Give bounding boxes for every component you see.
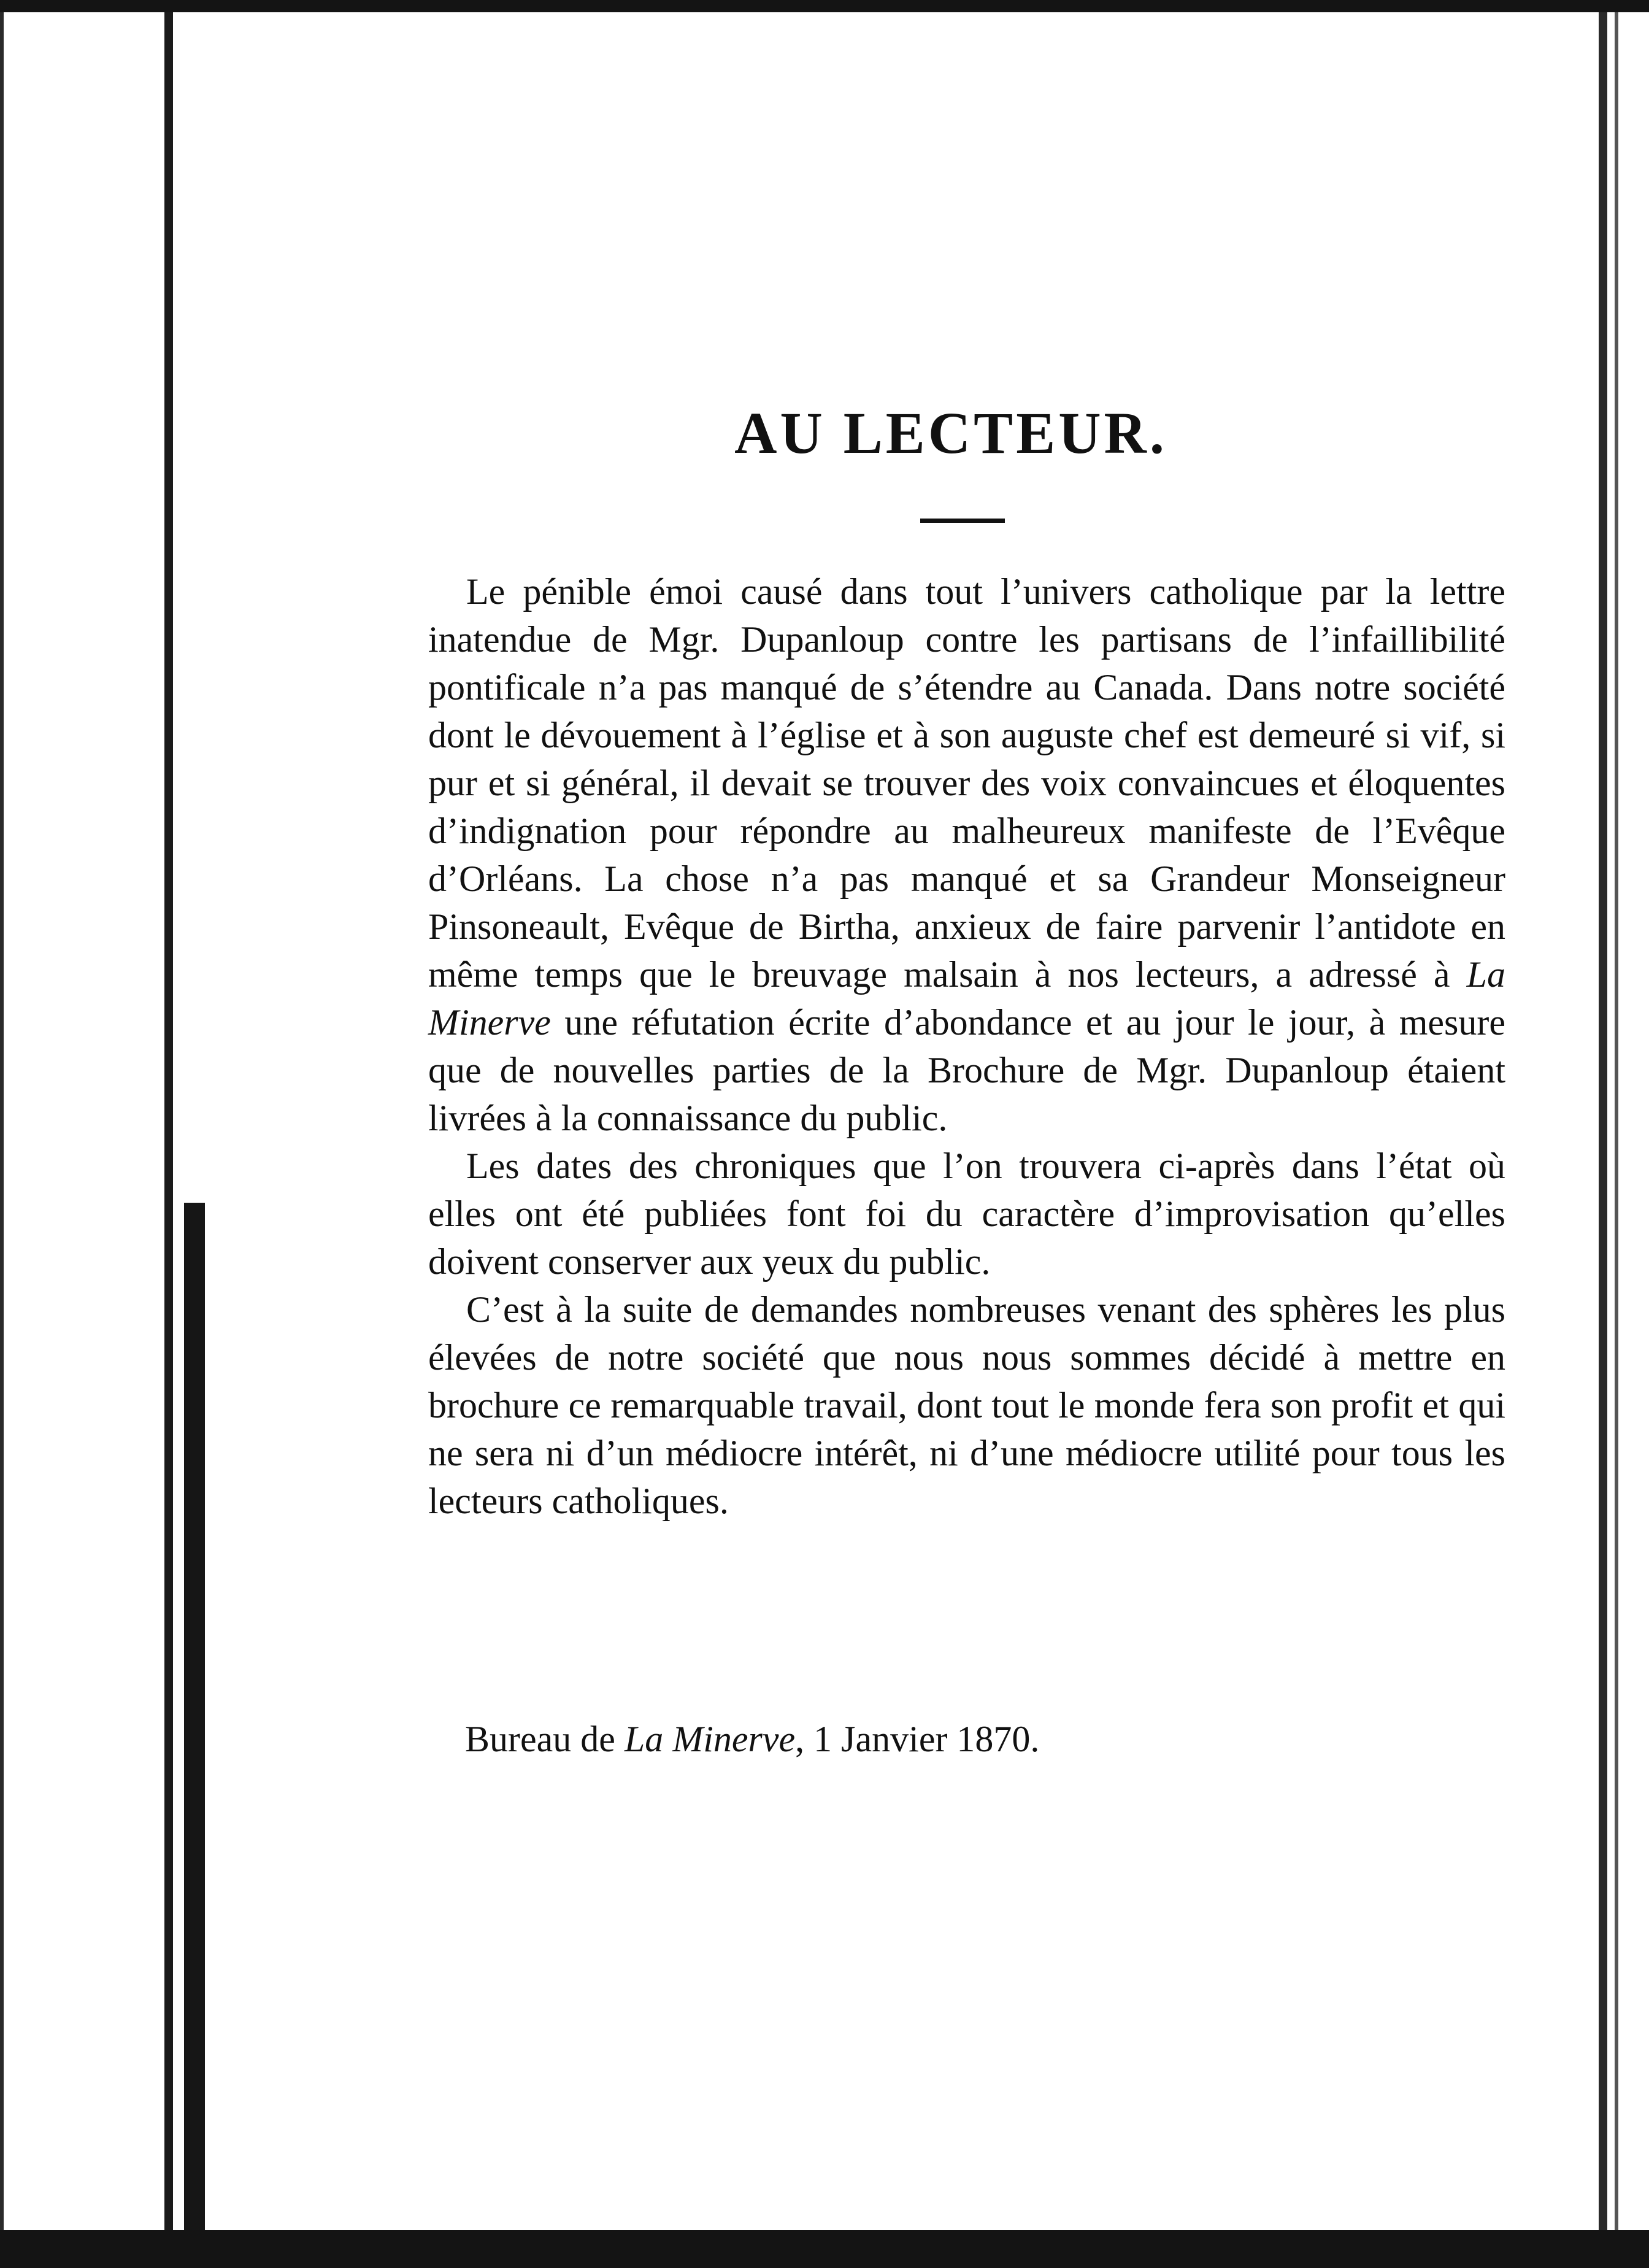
scan-gutter-right-edge xyxy=(1615,12,1618,2230)
scan-gutter-right xyxy=(1599,12,1607,2230)
signature-line xyxy=(465,1715,1324,1763)
page-title: AU LECTEUR. xyxy=(734,400,1167,466)
publication-name-inline: La Minerve xyxy=(428,954,1505,1043)
signature-date: , 1 Janvier 1870. xyxy=(795,1719,1040,1759)
scan-gutter-left-shadow xyxy=(184,1203,205,2230)
paragraph-2: Les dates des chroniques que l’on trouvera ci-après dans l’état où elles ont été publiées font foi du caractère d’improvisation qu’elles doivent conserver aux yeux du public. xyxy=(428,1146,1505,1282)
scan-border-bottom xyxy=(0,2230,1649,2268)
paragraph-1-text: Le pénible émoi causé dans tout l’univers catholique par la lettre inatendue de Mgr. Dupanloup contre les partisans de l’infaillibilité pontificale n’a pas manqué de s’étendre au Canada. Dans notre société dont le dévouement à l’église et à son auguste chef est demeuré si vif, si pur et si général, il devait se trouver des voix convaincues et éloquentes d’indignation pour répondre au malheureux manifeste de l’Evêque d’Orléans. La chose n’a pas manqué et sa Grandeur Monseigneur Pinsoneault, Evêque de Birtha, anxieux de faire parvenir l’antidote en même temps que le breuvage malsain à nos lecteurs, a adressé à xyxy=(428,571,1505,995)
title-divider xyxy=(920,519,1005,523)
paragraph-1 xyxy=(428,568,1505,1142)
paragraph-1-continuation: une réfutation écrite d’abondance et au jour le jour, à mesure que de nouvelles parties de la Brochure de Mgr. Dupanloup étaient livrées à la connaissance du public. xyxy=(428,1002,1505,1138)
scan-border-top xyxy=(0,0,1649,12)
scan-edge-left xyxy=(0,12,4,2230)
signature-publication: La Minerve xyxy=(624,1719,796,1759)
document-body xyxy=(428,568,1505,1525)
paragraph-3: C’est à la suite de demandes nombreuses venant des sphères les plus élevées de notre société que nous nous sommes décidé à mettre en brochure ce remarquable travail, dont tout le monde fera son profit et qui ne sera ni d’un médiocre intérêt, ni d’une médiocre utilité pour tous les lecteurs catholiques. xyxy=(428,1289,1505,1521)
scan-gutter-left xyxy=(164,12,173,2230)
signature-prefix: Bureau de xyxy=(465,1719,615,1759)
